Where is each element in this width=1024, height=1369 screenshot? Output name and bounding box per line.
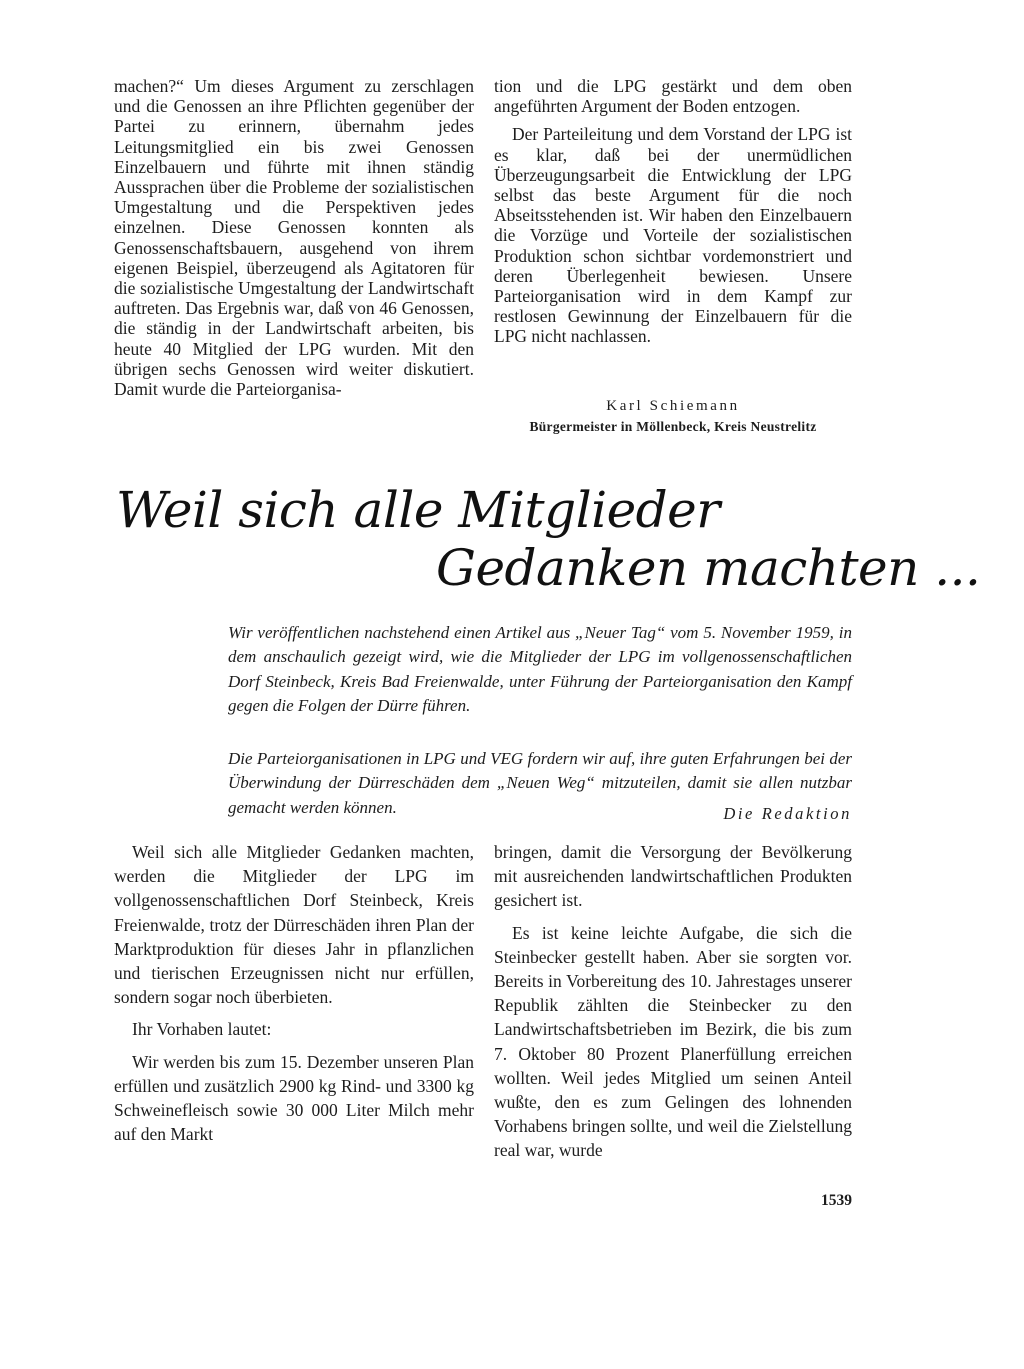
page-number: 1539 [821, 1192, 852, 1209]
article-left-column [114, 840, 474, 1146]
article-headline-line-2: Gedanken machten ... [436, 539, 981, 597]
editorial-intro-paragraph: Wir veröffentlichen nachstehend einen Artikel aus „Neuer Tag“ vom 5. November 1959, in dem anschaulich gezeigt wird, wie die Mitglieder der LPG im vollgenossenschaftlichen Dorf Steinbeck, Kreis Bad Freienwalde, unter Führung der Parteiorganisation den Kampf gegen die Folgen der Dürre führen. [228, 623, 852, 716]
previous-article-paragraph: machen?“ Um dieses Argument zu zerschlagen und die Genossen an ihre Pflichten gegenüber der Partei zu erinnern, übernahm jedes Leitungsmitglied ein bis zwei Genossen Einzelbauern und führte mit ihnen ständig Aussprachen über die Probleme der sozialistischen Umgestaltung und die Perspektiven jedes einzelnen. Diese Genossen konnten als Genossenschaftsbauern, ausgehend von ihrem eigenen Beispiel, überzeugend als Agitatoren für die sozialistische Umgestaltung der Landwirtschaft auftreten. Das Ergebnis war, daß von 46 Genossen, die ständig in der Landwirtschaft arbeiten, bis heute 40 Mitglied der LPG wurden. Mit den übrigen sechs Genossen wird weiter diskutiert. Damit wurde die Parteiorganisa- [114, 76, 474, 400]
article-paragraph: Es ist keine leichte Aufgabe, die sich die Steinbecker gestellt haben. Aber sie sorgten vor. Bereits in Vorbereitung des 10. Jahrestages unserer Republik zählten die Steinbecker zu den Landwirtschaftsbetrieben im Bezirk, die bis zum 7. Oktober 80 Prozent Planerfüllung erreichen wollten. Weil jedes Mitglied um seinen Anteil wußte, den es zum Gelingen des lohnenden Vorhabens bringen sollte, und weil die Zielstellung real war, wurde [494, 922, 852, 1161]
article-paragraph: Wir werden bis zum 15. Dezember unseren Plan erfüllen und zusätzlich 2900 kg Rind- und 3300 kg Schweinefleisch sowie 30 000 Liter Milch mehr auf den Markt [114, 1051, 474, 1145]
editor-credit: Die Redaktion [723, 804, 852, 823]
previous-article-right-column [494, 76, 852, 347]
previous-article-paragraph: tion und die LPG gestärkt und dem oben angeführten Argument der Boden entzogen. [494, 76, 852, 117]
article-right-column [494, 840, 852, 1163]
article-paragraph: Weil sich alle Mitglieder Gedanken machten, werden die Mitglieder der LPG im vollgenossenschaftlichen Dorf Steinbeck, Kreis Freienwalde, trotz der Dürreschäden ihren Plan der Marktproduktion für dieses Jahr in pflanzlichen und tierischen Erzeugnissen nicht nur erfüllen, sondern sogar noch überbieten. [114, 842, 474, 1008]
previous-article-paragraph: Der Parteileitung und dem Vorstand der LPG ist es klar, daß bei der unermüdlichen Überzeugungsarbeit die Entwicklung der LPG selbst das beste Argument für die noch Abseitsstehenden ist. Wir haben den Einzelbauern die Vorzüge und Vorteile der sozialistischen Produktion schon sichtbar vordemonstriert und deren Überlegenheit bewiesen. Unsere Parteiorganisation wird in dem Kampf zur restlosen Gewinnung der Einzelbauern für die LPG nicht nachlassen. [494, 124, 852, 347]
editorial-intro-paragraph: Die Parteiorganisationen in LPG und VEG fordern wir auf, ihre guten Erfahrungen bei der Überwindung der Dürreschäden dem „Neuen Weg“ mitzuteilen, damit sie allen nutzbar gemacht werden können. [228, 749, 852, 817]
previous-article-left-column [114, 76, 474, 399]
article-paragraph: bringen, damit die Versorgung der Bevölkerung mit ausreichenden landwirtschaftlichen Produkten gesichert ist. [494, 842, 852, 911]
author-signature: Karl Schiemann [606, 398, 740, 414]
author-role: Bürgermeister in Möllenbeck, Kreis Neustrelitz [529, 419, 817, 434]
article-paragraph: Ihr Vorhaben lautet: [132, 1019, 272, 1040]
article-headline-line-1: Weil sich alle Mitglieder [116, 481, 720, 539]
